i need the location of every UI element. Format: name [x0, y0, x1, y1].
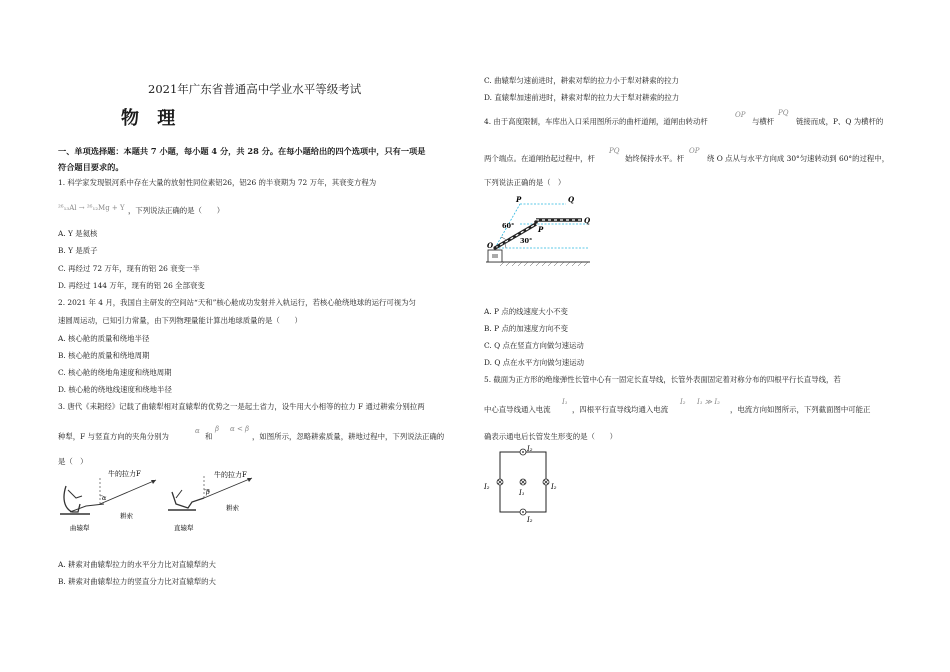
q5-I1-gg-I2: I₁ ≫ I₂ [697, 398, 720, 406]
subject-title: 物 理 [121, 108, 182, 129]
q3-force-label-left: 牛的拉力F [108, 470, 141, 478]
q4-PQ-2: PQ [609, 147, 620, 155]
q4-gate-figure [484, 192, 594, 272]
q1-option-d: D. 再经过 144 万年，现有的铝 26 全部衰变 [58, 281, 205, 290]
q5-stem-2c: ，电流方向如图所示，下列截面图中可能正 [730, 405, 871, 414]
q1-option-b: B. Y 是质子 [58, 246, 98, 255]
q5-label-right: I₂ [551, 483, 557, 491]
q2-stem-cont: 速圆周运动，已知引力常量，由下列物理量能计算出地球质量的是（ ） [58, 316, 302, 325]
q5-label-center: I₁ [519, 489, 525, 497]
q3-angle-label-right: β [206, 488, 210, 496]
q4-label-Q-top: Q [568, 195, 575, 204]
q4-stem-3: 下列说法正确的是（ ） [484, 178, 566, 187]
q4-stem-2b: 始终保持水平。杆 [625, 154, 685, 163]
q4-PQ-1: PQ [778, 109, 789, 117]
q5-stem-2b: ，四根平行直导线均通入电流 [572, 405, 669, 414]
q1-stem-cont: ，下列说法正确的是（ ） [128, 206, 225, 215]
q5-I1: I₁ [562, 398, 568, 406]
q2-option-a: A. 核心舱的质量和绕地半径 [58, 334, 150, 343]
q3-rope-label-right: 耕索 [226, 504, 239, 512]
q3-stem: 3. 唐代《耒耜经》记载了曲辕犁相对直辕犁的优势之一是起土省力，设牛用大小相等的拉力 F 通过耕索分别拉两 [58, 402, 425, 411]
q4-stem-1a: 4. 由于高度限制，车库出入口采用图所示的曲杆道闸，道闸由转动杆 [484, 117, 708, 126]
q3-stem-2b: 和 [205, 432, 213, 441]
q4-stem-1c: 链接而成，P、Q 为横杆的 [796, 117, 884, 126]
q3-option-b: B. 耕索对曲辕犁拉力的竖直分力比对直辕犁的大 [58, 577, 216, 586]
q4-option-a: A. P 点的线速度大小不变 [484, 307, 568, 316]
exam-title: 2021年广东省普通高中学业水平等级考试 [148, 82, 362, 96]
straight-plough-diagram [168, 470, 252, 532]
q5-stem-2a: 中心直导线通入电流 [484, 405, 551, 414]
q1-option-c: C. 再经过 72 万年，现有的铝 26 衰变一半 [58, 264, 200, 273]
q4-option-b: B. P 点的加速度方向不变 [484, 324, 568, 333]
section-heading: 一、单项选择题：本题共 7 小题，每小题 4 分，共 28 分。在每小题给出的四个选项中，只有一项是 [58, 146, 426, 156]
q1-option-a: A. Y 是氦核 [58, 229, 98, 238]
q1-stem: 1. 科学家发现银河系中存在大量的放射性同位素铝26，铝26 的半衰期为 72 万年，其衰变方程为 [58, 178, 377, 187]
q5-stem: 5. 截面为正方形的绝缘弹性长管中心有一固定长直导线，长管外表面固定着对称分布的四根平行长直导线，若 [484, 375, 841, 384]
q4-label-60: 60° [502, 222, 515, 230]
q4-stem-2c: 绕 O 点从与水平方向成 30°匀速转动到 60°的过程中， [707, 154, 890, 163]
q3-beta: β [215, 425, 220, 433]
q3-caption-left: 曲辕犁 [70, 524, 90, 532]
q4-stem-1b: 与横杆 [752, 117, 775, 126]
q2-stem: 2. 2021 年 4 月，我国自主研发的空间站“天和”核心舱成功发射并入轨运行，若核心舱绕地球的运行可视为匀 [58, 298, 416, 307]
q3-alpha: α [195, 427, 200, 435]
curved-plough-diagram [60, 469, 156, 532]
q2-option-d: D. 核心舱的绕地线速度和绕地半径 [58, 385, 172, 394]
q4-label-O: O [487, 241, 494, 250]
q2-option-b: B. 核心舱的质量和绕地周期 [58, 351, 150, 360]
q5-label-top: I₂ [527, 445, 533, 453]
q3-plough-figure [56, 468, 266, 540]
q5-cross-section-figure [478, 442, 568, 532]
q4-label-Q: Q [584, 216, 591, 225]
q5-stem-3: 确表示通电后长管发生形变的是（ ） [484, 432, 618, 441]
q3-angle-label-left: α [102, 494, 107, 502]
q3-rope-label-left: 耕索 [120, 512, 133, 520]
q5-label-bottom: I₂ [527, 516, 533, 524]
q2-option-c: C. 核心舱的绕地角速度和绕地周期 [58, 368, 172, 377]
q4-stem-2a: 两个端点。在道闸抬起过程中，杆 [484, 154, 595, 163]
q4-label-P-top: P [516, 195, 522, 204]
q5-I2: I₂ [680, 398, 686, 406]
q3-option-c: C. 曲辕犁匀速前进时，耕索对犁的拉力小于犁对耕索的拉力 [484, 76, 679, 85]
q3-stem-2a: 种犁，F 与竖直方向的夹角分别为 [58, 432, 169, 441]
q3-caption-right: 直辕犁 [174, 524, 194, 532]
q4-label-30: 30° [520, 237, 533, 245]
q3-stem-2c: ，如图所示，忽略耕索质量，耕地过程中，下列说法正确的 [252, 432, 445, 441]
q4-label-P: P [538, 225, 544, 234]
q3-option-d: D. 直辕犁加速前进时，耕索对犁的拉力大于犁对耕索的拉力 [484, 93, 680, 102]
q4-OP-2: OP [689, 147, 700, 155]
q4-option-d: D. Q 点在水平方向做匀速运动 [484, 358, 585, 367]
q3-alpha-lt-beta: α < β [230, 425, 250, 433]
q4-option-c: C. Q 点在竖直方向做匀速运动 [484, 341, 584, 350]
q3-option-a: A. 耕索对曲辕犁拉力的水平分力比对直辕犁的大 [58, 560, 216, 569]
q3-stem-3: 是（ ） [58, 457, 88, 466]
q3-force-label-right: 牛的拉力F [214, 471, 247, 479]
q1-equation: ²⁶₁₃Al → ²⁶₁₂Mg + Y [58, 204, 125, 212]
section-heading-cont: 符合题目要求的。 [58, 162, 124, 172]
q5-label-left: I₂ [484, 483, 490, 491]
q4-OP-1: OP [735, 111, 746, 119]
